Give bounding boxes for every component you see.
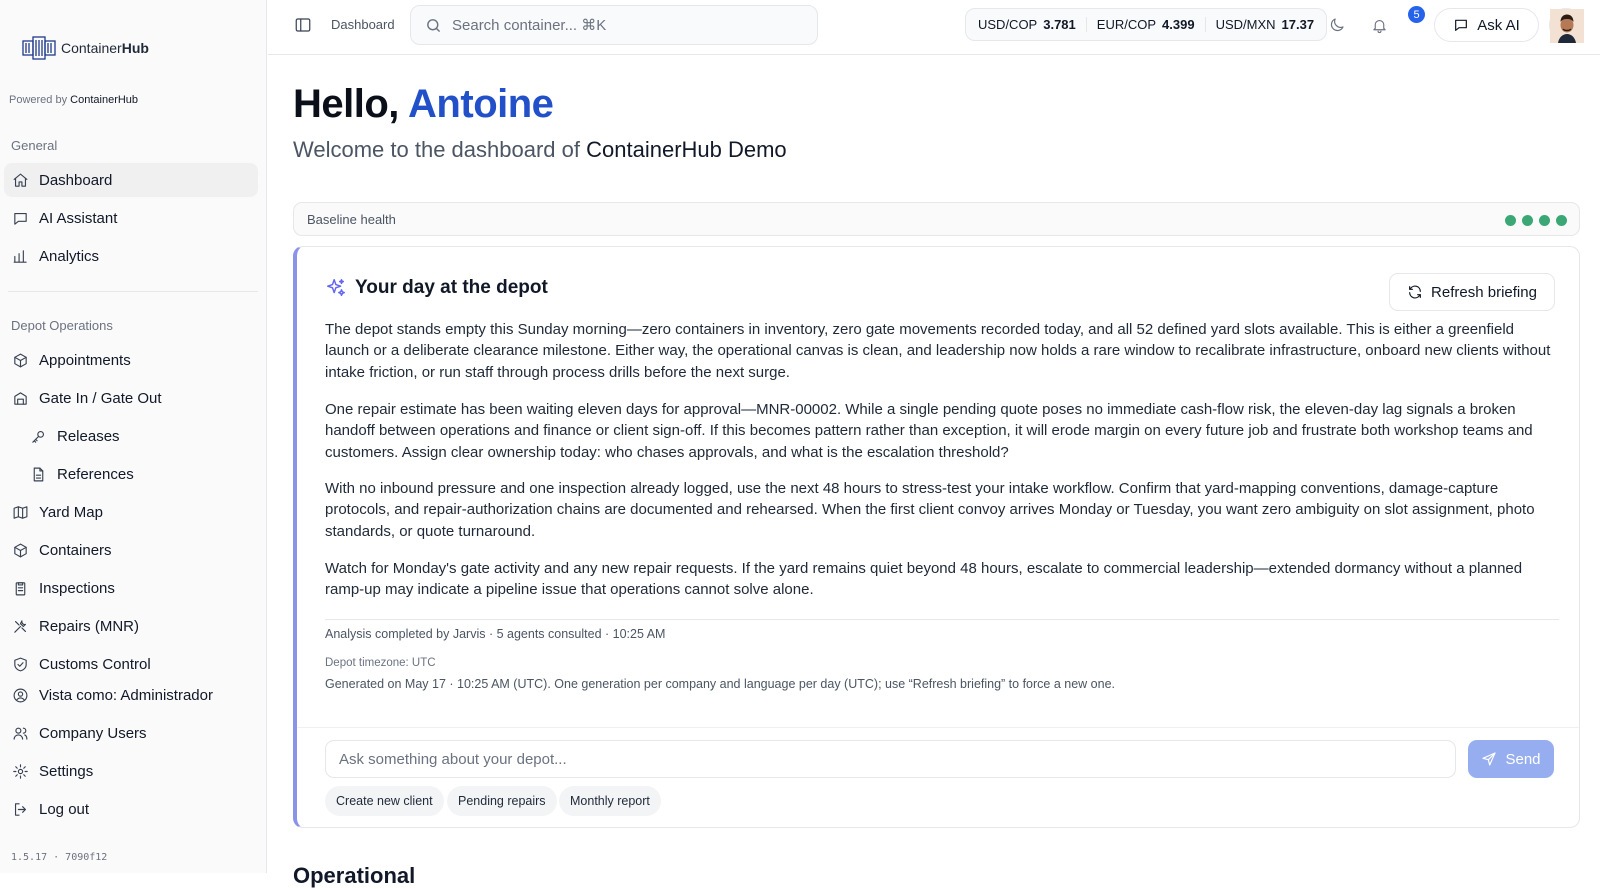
- moon-icon: [1328, 16, 1346, 34]
- gate-icon: [12, 390, 29, 407]
- fx-pair: USD/MXN: [1215, 17, 1276, 32]
- sidebar-toggle-button[interactable]: [292, 14, 314, 36]
- health-status-dot: [1556, 215, 1567, 226]
- bar-chart-icon: [12, 248, 29, 265]
- user-circle-icon: [12, 687, 29, 704]
- fx-value: 17.37: [1281, 17, 1315, 32]
- baseline-health-label: Baseline health: [307, 211, 396, 227]
- clipboard-icon: [12, 580, 29, 597]
- sidebar-item-releases[interactable]: [22, 419, 258, 453]
- fx-pair: USD/COP: [978, 17, 1038, 32]
- group-label-general: General: [11, 138, 58, 153]
- topbar: [268, 0, 1600, 55]
- sidebar-toggle-icon: [294, 16, 312, 34]
- sidebar-item-company-users[interactable]: [4, 716, 258, 750]
- fx-value: 4.399: [1162, 17, 1195, 32]
- sidebar-item-label: Repairs (MNR): [39, 617, 140, 635]
- avatar[interactable]: [1549, 8, 1583, 42]
- notifications-button[interactable]: [1368, 14, 1390, 36]
- sidebar-item-label: Settings: [39, 762, 94, 780]
- sidebar-item-customs[interactable]: [4, 647, 258, 681]
- briefing-title: [325, 277, 548, 299]
- sidebar-item-label: Analytics: [39, 247, 100, 265]
- briefing-paragraph: One repair estimate has been waiting eleven days for approval—MNR-00002. While a single pending quote poses no immediate cash-flow risk, the eleven-day lag signals a broken handoff between operations and finance or client sign-off. If this becomes pattern rather than exception, it will erode margin on every future job and frustrate both workshop teams and customers. Assign clear ownership today: who chases approvals, and what is the escalation threshold?: [325, 401, 1533, 461]
- daily-briefing-card: [293, 246, 1580, 828]
- sidebar-item-logout[interactable]: [4, 792, 258, 826]
- home-icon: [12, 172, 29, 189]
- theme-toggle-button[interactable]: [1326, 14, 1348, 36]
- company-name: ContainerHub Demo: [586, 137, 787, 162]
- briefing-divider: [325, 619, 1559, 620]
- sparkles-icon: [325, 277, 347, 299]
- search-box[interactable]: [410, 5, 818, 45]
- sidebar: [0, 0, 267, 873]
- file-icon: [30, 466, 47, 483]
- key-icon: [30, 428, 47, 445]
- logo-icon: [21, 32, 57, 64]
- logo-text: ContainerHub: [61, 40, 149, 56]
- sidebar-item-label: Yard Map: [39, 503, 103, 521]
- sidebar-item-label: Company Users: [39, 724, 147, 742]
- greeting-text: Hello,: [293, 82, 399, 126]
- app-version: 1.5.17 · 7090f12: [11, 852, 108, 863]
- fx-rate-item: [1206, 17, 1315, 32]
- analysis-meta: Analysis completed by Jarvis · 5 agents consulted · 10:25 AM: [325, 627, 666, 641]
- sidebar-item-references[interactable]: [22, 457, 258, 491]
- ask-ai-label: Ask AI: [1477, 16, 1520, 34]
- sidebar-item-settings[interactable]: [4, 754, 258, 788]
- group-label-depot: Depot Operations: [11, 318, 113, 333]
- welcome-prefix: Welcome to the dashboard of: [293, 137, 580, 162]
- shield-check-icon: [12, 656, 29, 673]
- refresh-icon: [1407, 284, 1423, 300]
- fx-value: 3.781: [1043, 17, 1076, 32]
- sidebar-item-label: Inspections: [39, 579, 115, 597]
- search-icon: [425, 17, 442, 34]
- briefing-title-text: Your day at the depot: [355, 277, 548, 298]
- suggestion-chip-pending-repairs[interactable]: Pending repairs: [447, 786, 557, 816]
- suggestion-chip-monthly-report[interactable]: Monthly report: [559, 786, 661, 816]
- ask-row-divider: [297, 727, 1579, 728]
- sidebar-item-label: Appointments: [39, 351, 131, 369]
- briefing-paragraph: With no inbound pressure and one inspection already logged, use the next 48 hours to stress-test your intake workflow. Confirm that yard-mapping conventions, damage-capture protocols, and repair-authorization chains are documented and rehearsed. When the first client convoy arrives Monday or Tuesday, you want zero ambiguity on slot assignment, photo standards, or quote turnaround.: [325, 480, 1535, 540]
- greeting-heading: [293, 82, 553, 127]
- sidebar-divider: [8, 291, 258, 292]
- generation-note: Generated on May 17 · 10:25 AM (UTC). One generation per company and language per day (UTC); use “Refresh briefing” to force a new one.: [325, 677, 1115, 691]
- sidebar-item-label: Gate In / Gate Out: [39, 389, 162, 407]
- wrench-icon: [12, 618, 29, 635]
- depot-question-input[interactable]: [325, 740, 1456, 778]
- sidebar-item-gate[interactable]: [4, 381, 258, 415]
- logo[interactable]: [21, 32, 149, 64]
- user-name: Antoine: [408, 82, 554, 126]
- fx-rate-item: [1087, 17, 1206, 32]
- fx-rates: [965, 8, 1327, 41]
- refresh-briefing-label: Refresh briefing: [1431, 283, 1537, 301]
- breadcrumb[interactable]: Dashboard: [331, 17, 395, 32]
- depot-timezone: Depot timezone: UTC: [325, 657, 436, 669]
- health-status-dot: [1505, 215, 1516, 226]
- gear-icon: [12, 763, 29, 780]
- health-status-dot: [1522, 215, 1533, 226]
- baseline-health-bar[interactable]: [293, 202, 1580, 236]
- sidebar-item-analytics[interactable]: [4, 239, 258, 273]
- welcome-subtitle: [293, 137, 787, 163]
- briefing-paragraph: The depot stands empty this Sunday morning—zero containers in inventory, zero gate movements recorded today, and all 52 defined yard slots available. This is either a greenfield launch or a deliberate clearance milestone. Either way, the operational canvas is clean, and leadership now holds a rare window to recalibrate infrastructure, onboard new clients without intake friction, or run staff through process drills before the next surge.: [325, 321, 1551, 381]
- health-status-dot: [1539, 215, 1550, 226]
- sidebar-item-label: Log out: [39, 800, 90, 818]
- sidebar-item-label: References: [57, 465, 134, 483]
- refresh-briefing-button[interactable]: [1389, 273, 1555, 311]
- sidebar-item-yard-map[interactable]: [4, 495, 258, 529]
- notification-badge: 5: [1408, 6, 1425, 23]
- briefing-paragraph: Watch for Monday's gate activity and any new repair requests. If the yard remains quiet beyond 48 hours, escalate to commercial leadership—extended dormancy without a planned ramp-up may indicate a pipeline issue that operations cannot solve alone.: [325, 560, 1523, 599]
- map-icon: [12, 504, 29, 521]
- sidebar-item-label: Containers: [39, 541, 112, 559]
- sidebar-item-label: Vista como: Administrador: [39, 686, 213, 704]
- send-button[interactable]: [1468, 740, 1554, 778]
- powered-prefix: Powered by: [9, 94, 68, 106]
- powered-by: [9, 94, 138, 106]
- bell-icon: [1371, 17, 1388, 34]
- box-icon: [12, 352, 29, 369]
- sidebar-item-view-as[interactable]: [4, 678, 258, 712]
- users-icon: [12, 725, 29, 742]
- suggestion-chip-create-client[interactable]: Create new client: [325, 786, 444, 816]
- fx-rate-item: [978, 17, 1087, 32]
- sidebar-item-dashboard[interactable]: [4, 163, 258, 197]
- send-icon: [1481, 751, 1497, 767]
- avatar-image: [1550, 9, 1584, 43]
- sidebar-item-ai-assistant[interactable]: [4, 201, 258, 235]
- logout-icon: [12, 801, 29, 818]
- sidebar-item-label: Releases: [57, 427, 120, 445]
- box-icon: [12, 542, 29, 559]
- sidebar-item-repairs[interactable]: [4, 609, 258, 643]
- search-input[interactable]: [452, 17, 792, 34]
- health-status-dots: [1505, 215, 1567, 226]
- chat-icon: [12, 210, 29, 227]
- sidebar-item-containers[interactable]: [4, 533, 258, 567]
- powered-brand: ContainerHub: [70, 94, 139, 106]
- chat-icon: [1453, 17, 1469, 33]
- next-section-title: Operational: [293, 863, 416, 888]
- sidebar-item-label: AI Assistant: [39, 209, 118, 227]
- sidebar-item-label: Dashboard: [39, 171, 113, 189]
- fx-pair: EUR/COP: [1096, 17, 1157, 32]
- ask-ai-button[interactable]: [1434, 8, 1539, 42]
- sidebar-item-label: Customs Control: [39, 655, 151, 673]
- sidebar-item-appointments[interactable]: [4, 343, 258, 377]
- send-label: Send: [1505, 750, 1541, 768]
- sidebar-item-inspections[interactable]: [4, 571, 258, 605]
